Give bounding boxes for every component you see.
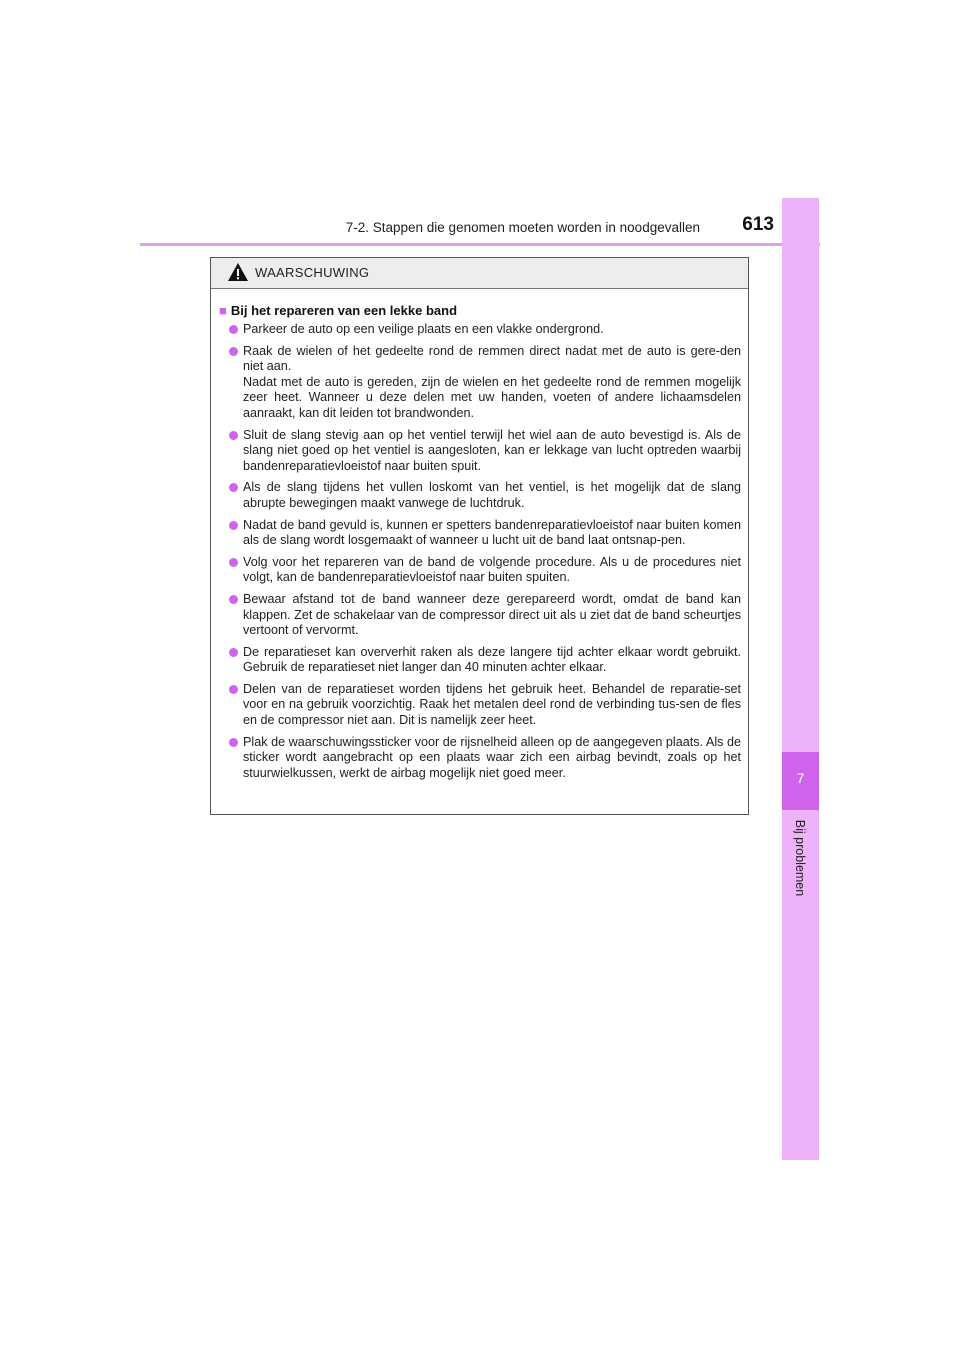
page-header <box>140 214 820 244</box>
warning-title: WAARSCHUWING <box>255 265 370 280</box>
bullet-icon <box>229 325 238 334</box>
list-item <box>219 555 741 586</box>
chapter-tab[interactable] <box>782 752 819 810</box>
warning-header <box>211 258 748 289</box>
bullet-icon <box>229 521 238 530</box>
bullet-icon <box>229 648 238 657</box>
section-title <box>219 302 741 319</box>
square-bullet-icon: ■ <box>219 303 227 318</box>
bullet-icon <box>229 685 238 694</box>
page-number: 613 <box>742 214 774 235</box>
chapter-label-text: Bij problemen <box>793 819 807 897</box>
warning-box <box>210 257 749 815</box>
list-item <box>219 344 741 422</box>
list-item <box>219 735 741 782</box>
list-item-text: Als de slang tijdens het vullen loskomt van het ventiel, is het mogelijk dat de slang abrupte bewegingen maakt vanwege de luchtdruk. <box>243 480 741 510</box>
list-item-text: Nadat de band gevuld is, kunnen er spetters bandenreparatievloeistof naar buiten komen als de slang wordt losgemaakt of wanneer u lucht uit de band laat ontsnap-pen. <box>243 517 741 548</box>
warning-triangle-icon <box>227 262 249 282</box>
list-item <box>219 682 741 729</box>
list-item <box>219 518 741 549</box>
chapter-number: 7 <box>796 770 805 786</box>
bullet-icon <box>229 738 238 747</box>
bullet-icon <box>229 431 238 440</box>
list-item <box>219 428 741 475</box>
warning-content <box>211 289 748 781</box>
list-item-text: Plak de waarschuwingssticker voor de rijsnelheid alleen op de aangegeven plaats. Als de sticker wordt aangebracht op een plaats waar zich een airbag bevindt, zoals op het stuurwielkussen, werkt de airbag mogelijk niet goed meer. <box>243 734 741 780</box>
list-item-text: Parkeer de auto op een veilige plaats en een vlakke ondergrond. <box>243 322 604 336</box>
header-title: 7-2. Stappen die genomen moeten worden in noodgevallen <box>345 220 700 235</box>
list-item-text: Volg voor het repareren van de band de volgende procedure. Als u de procedures niet volgt, kan de bandenreparatievloeistof naar buiten spuiten. <box>243 554 741 585</box>
list-item-text: De reparatieset kan oververhit raken als deze langere tijd achter elkaar wordt gebruikt. Gebruik de reparatieset niet langer dan 40 minuten achter elkaar. <box>243 644 741 675</box>
warning-list <box>219 322 741 781</box>
list-item-text: Bewaar afstand tot de band wanneer deze gerepareerd wordt, omdat de band kan klappen. Zet de schakelaar van de compressor direct uit als u ziet dat de band scheurtjes vertoont of vervormt. <box>243 591 741 638</box>
bullet-icon <box>229 347 238 356</box>
list-item <box>219 592 741 639</box>
list-item-text: Raak de wielen of het gedeelte rond de remmen direct nadat met de auto is gere-den niet aan. <box>243 343 741 374</box>
bullet-icon <box>229 558 238 567</box>
bullet-icon <box>229 483 238 492</box>
header-rule <box>140 243 820 246</box>
section-title-text: Bij het repareren van een lekke band <box>230 303 458 318</box>
list-item <box>219 322 741 338</box>
bullet-icon <box>229 595 238 604</box>
list-item-text: Delen van de reparatieset worden tijdens het gebruik heet. Behandel de reparatie-set voor en na gebruik voorzichtig. Raak het metalen deel rond de verbinding tus-sen de fles en de compressor niet aan. Dit is namelijk zeer heet. <box>243 681 741 728</box>
chapter-label <box>778 818 822 898</box>
list-item <box>219 645 741 676</box>
side-tab <box>782 198 819 1160</box>
list-item-text-extra: Nadat met de auto is gereden, zijn de wielen en het gedeelte rond de remmen mogelijk zeer heet. Wanneer u deze delen met uw handen, voeten of andere lichaamsdelen aanraakt, kan dit leiden tot brandwonden. <box>243 374 741 420</box>
list-item-text: Sluit de slang stevig aan op het ventiel terwijl het wiel aan de auto bevestigd is. Als de slang niet goed op het ventiel is aangesloten, kan er lekkage van lucht optreden waarbij bandenreparatievloeistof naar buiten spuit. <box>243 427 741 473</box>
list-item <box>219 480 741 511</box>
